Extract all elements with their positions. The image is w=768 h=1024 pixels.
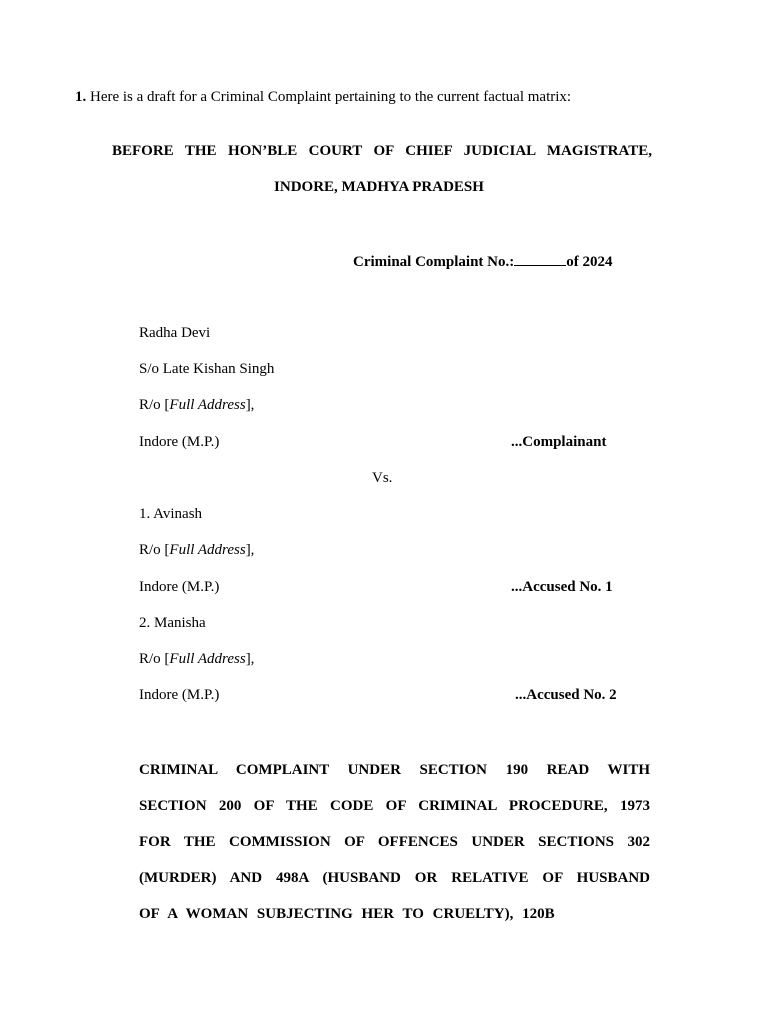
address-prefix: R/o [ (139, 542, 170, 558)
complainant-address (139, 396, 254, 414)
accused-2-name: 2. Manisha (139, 615, 206, 631)
address-prefix: R/o [ (139, 397, 170, 413)
accused-1-role: ...Accused No. 1 (511, 579, 613, 595)
intro-number: 1. (75, 89, 87, 105)
court-heading-line-2: INDORE, MADHYA PRADESH (274, 179, 484, 195)
address-placeholder: Full Address (169, 542, 246, 558)
complainant-role: ...Complainant (511, 434, 607, 450)
complaint-heading-line-1: CRIMINAL COMPLAINT UNDER SECTION 190 READ WITH (139, 762, 650, 778)
complaint-number-blank[interactable] (514, 252, 566, 266)
complaint-number-label: Criminal Complaint No.: (353, 254, 515, 270)
address-suffix: ], (245, 542, 255, 558)
complaint-number-suffix: of 2024 (566, 254, 613, 270)
complaint-heading-line-4: (MURDER) AND 498A (HUSBAND OR RELATIVE OF HUSBAND (139, 870, 650, 886)
complaint-heading-line-5: OF A WOMAN SUBJECTING HER TO CRUELTY), 120B (139, 906, 555, 922)
accused-2-role: ...Accused No. 2 (515, 687, 617, 703)
address-placeholder: Full Address (169, 651, 246, 667)
complainant-relation: S/o Late Kishan Singh (139, 361, 275, 377)
complaint-heading-line-3: FOR THE COMMISSION OF OFFENCES UNDER SECTIONS 302 (139, 834, 650, 850)
complainant-city: Indore (M.P.) (139, 434, 220, 450)
address-prefix: R/o [ (139, 651, 170, 667)
court-heading-line-1: BEFORE THE HON’BLE COURT OF CHIEF JUDICIAL MAGISTRATE, (112, 143, 652, 159)
accused-1-city: Indore (M.P.) (139, 579, 220, 595)
intro-text: Here is a draft for a Criminal Complaint pertaining to the current factual matrix: (90, 89, 572, 105)
address-suffix: ], (245, 651, 255, 667)
accused-2-address (139, 650, 254, 668)
accused-1-address (139, 541, 254, 559)
complainant-name: Radha Devi (139, 325, 211, 341)
accused-1-name: 1. Avinash (139, 506, 203, 522)
versus-label: Vs. (372, 470, 393, 486)
accused-2-city: Indore (M.P.) (139, 687, 220, 703)
intro-line (75, 88, 571, 106)
complaint-heading-line-2: SECTION 200 OF THE CODE OF CRIMINAL PROCEDURE, 1973 (139, 798, 650, 814)
complaint-number-line (353, 252, 613, 271)
address-placeholder: Full Address (169, 397, 246, 413)
address-suffix: ], (245, 397, 255, 413)
